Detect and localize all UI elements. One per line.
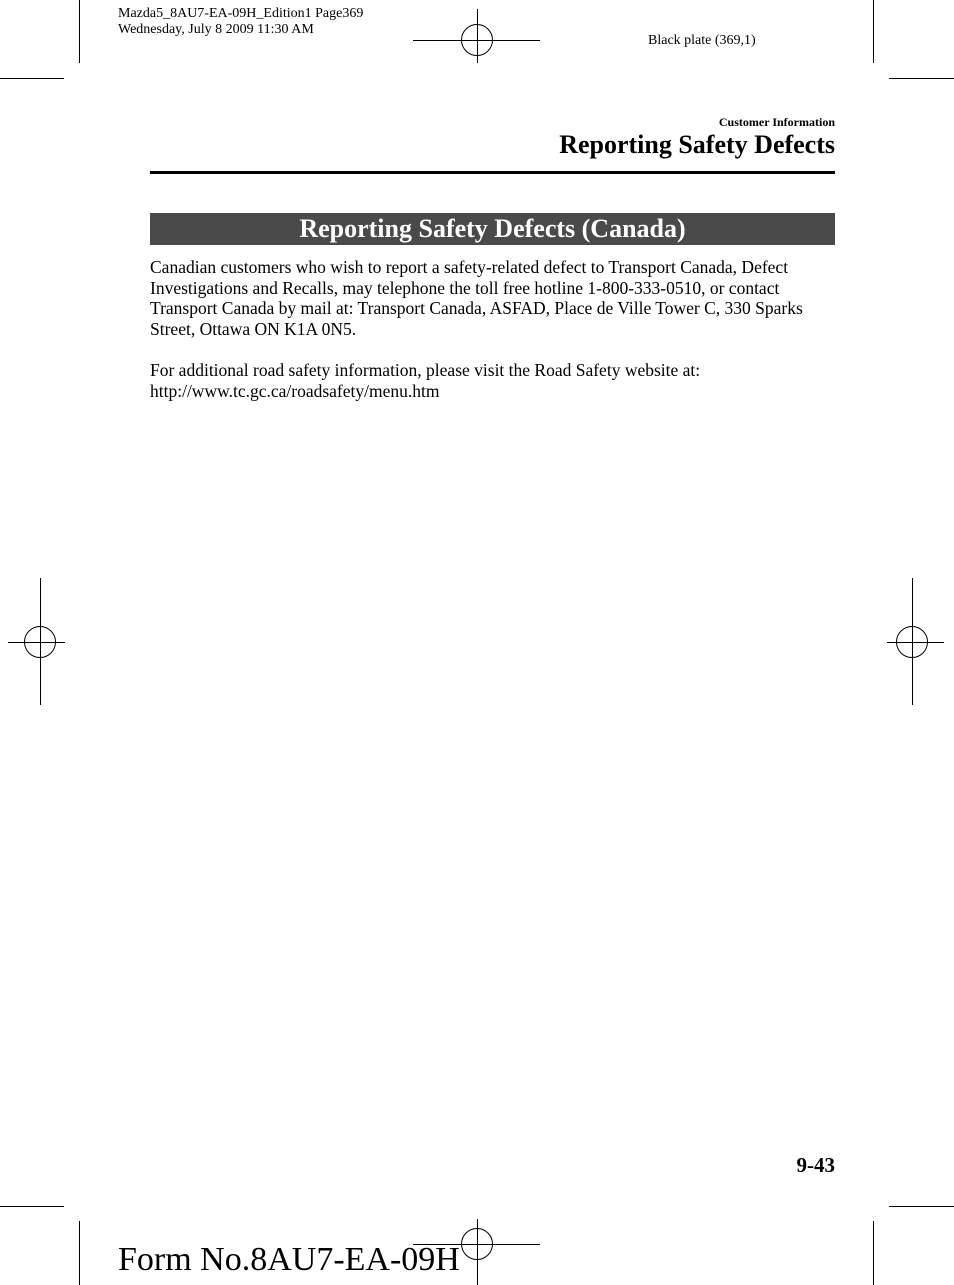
paragraph-report-defect: Canadian customers who wish to report a safety-related defect to Transport Canada, Defect Investigations and Recalls, may telephone the toll free hotline 1-800-333-0510, or contact Transport Canada by mail at: Transport Canada, ASFAD, Place de Ville Tower C, 330 Sparks Street, Ottawa ON K1A 0N5. [150,257,803,340]
crop-mark-top-left-horizontal [0,78,64,79]
registration-mark-bottom-circle [461,1228,493,1260]
printer-slug [118,6,363,38]
crop-mark-top-right-horizontal [889,78,954,79]
paragraph-road-safety [150,360,840,401]
registration-mark-top-circle [461,24,493,56]
road-safety-url: http://www.tc.gc.ca/roadsafety/menu.htm [150,380,440,401]
plate-label: Black plate (369,1) [648,33,756,48]
form-number: Form No.8AU7-EA-09H [118,1241,460,1278]
page-number: 9-43 [796,1153,835,1177]
subsection-banner: Reporting Safety Defects (Canada) [150,213,835,245]
registration-mark-left-circle [24,626,56,658]
section-label: Customer Information [718,115,835,129]
road-safety-text: For additional road safety information, please visit the Road Safety website at: [150,360,701,380]
crop-mark-bottom-right-vertical [873,1221,874,1285]
header-rule [150,171,835,174]
slug-filename: Mazda5_8AU7-EA-09H_Edition1 Page369 [118,6,364,21]
crop-mark-top-left-vertical [79,0,80,63]
page-title: Reporting Safety Defects [559,130,835,159]
crop-mark-bottom-left-vertical [79,1221,80,1285]
crop-mark-bottom-right-horizontal [889,1206,954,1207]
crop-mark-bottom-left-horizontal [0,1206,64,1207]
crop-mark-top-right-vertical [873,0,874,63]
registration-mark-right-circle [896,626,928,658]
slug-timestamp: Wednesday, July 8 2009 11:30 AM [118,22,314,37]
